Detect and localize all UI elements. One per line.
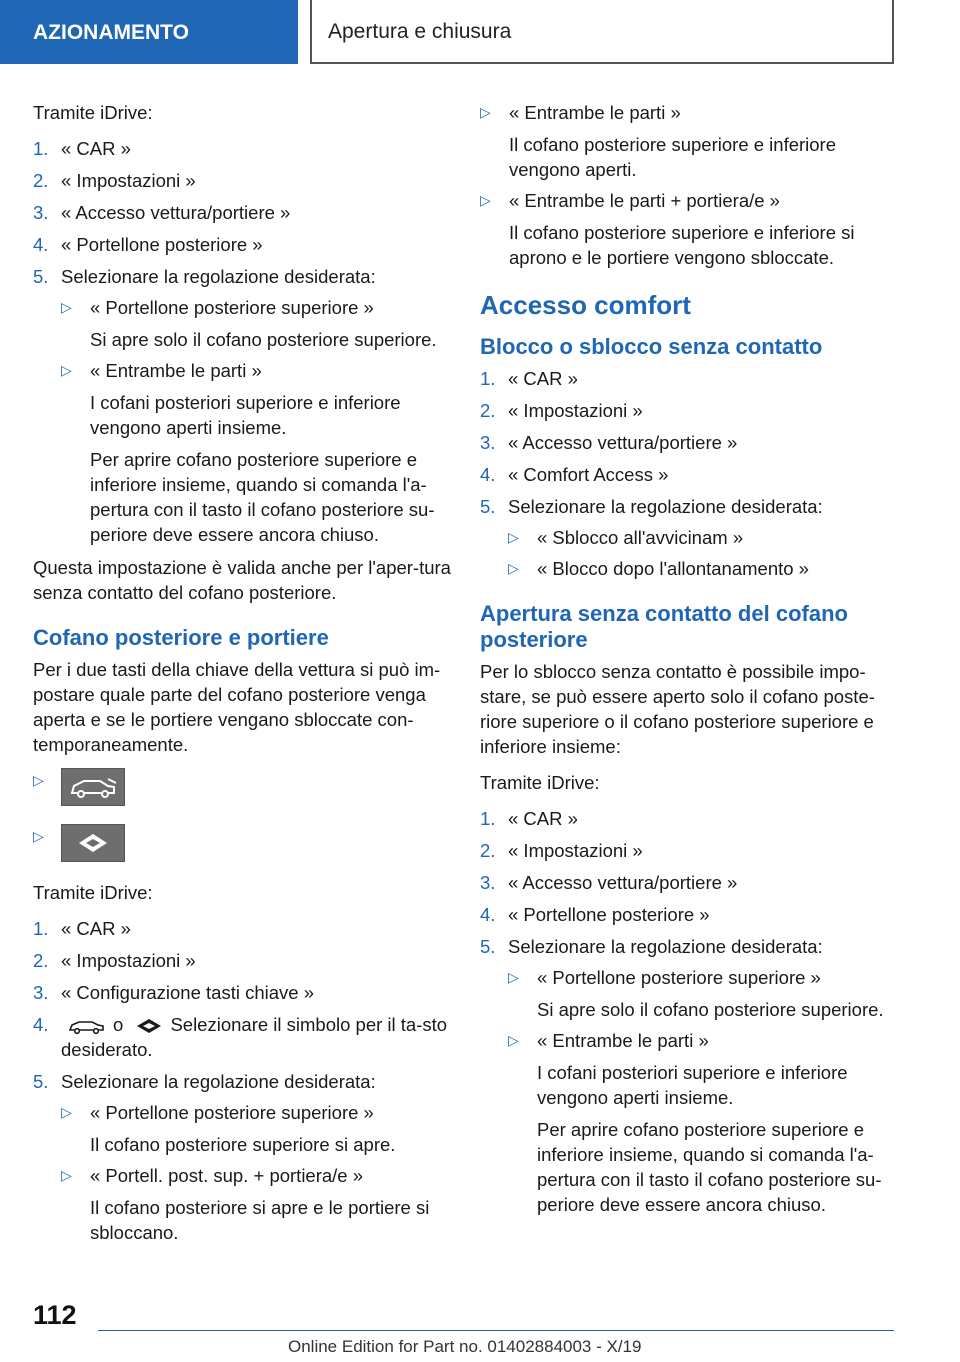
list-item: 1. « CAR »	[33, 918, 131, 939]
car-tailgate-key-image	[61, 768, 125, 806]
option-description: Si apre solo il cofano posteriore superiore.	[537, 999, 884, 1020]
list-item: 3. « Accesso vettura/portiere »	[480, 872, 738, 893]
option-description: Per aprire cofano posteriore superiore e inferiore insieme, quando si comanda l'a-pertura con il tasto il cofano posteriore su-periore deve essere ancora chiuso.	[537, 1119, 882, 1215]
key-buttons-list	[33, 768, 451, 864]
list-item: 4. « Comfort Access »	[480, 464, 669, 485]
list-item: 1. « CAR »	[480, 808, 578, 829]
section-heading: Cofano posteriore e portiere	[33, 625, 329, 650]
list-item: 5. Selezionare la regolazione desiderata: ▷ « Portellone posteriore superiore » Si apre solo il cofano posteriore superiore. ▷ « Entrambe le parti » I cofani posteriori superiore e inferiore vengono aperti insieme. Per aprire cofano posteriore superiore e inferiore insieme, quando si comanda l'a-pertura con il tasto il cofano posteriore su-periore deve essere ancora chiuso.	[480, 934, 898, 1217]
list-item	[33, 824, 451, 864]
step-number: 2.	[480, 840, 496, 861]
body-text: Per i due tasti della chiave della vettura si può im-postare quale parte del cofano posteriore venga aperta e se le portiere vengano sbloccate con-temporaneamente.	[33, 659, 441, 755]
right-column	[480, 100, 898, 1225]
list-item: 4. « Portellone posteriore »	[480, 904, 710, 925]
triangle-right-icon: ▷	[61, 1167, 72, 1183]
options-list	[61, 295, 451, 547]
triangle-right-icon: ▷	[33, 828, 44, 844]
or-text: o	[113, 1014, 124, 1035]
list-item: ▷ « Entrambe le parti » I cofani posteriori superiore e inferiore vengono aperti insieme. Per aprire cofano posteriore superiore e inferiore insieme, quando si comanda l'a-pertura con il tasto il cofano posteriore su-periore deve essere ancora chiuso.	[61, 358, 451, 547]
triangle-right-icon: ▷	[508, 560, 519, 576]
step-number: 4.	[33, 234, 49, 255]
subsection-heading: Blocco o sblocco senza contatto	[480, 334, 823, 359]
step-number: 4.	[33, 1014, 49, 1035]
list-item: ▷ « Entrambe le parti » I cofani posteriori superiore e inferiore vengono aperti insieme. Per aprire cofano posteriore superiore e inferiore insieme, quando si comanda l'a-pertura con il tasto il cofano posteriore su-periore deve essere ancora chiuso.	[508, 1028, 898, 1217]
list-item: 2. « Impostazioni »	[480, 840, 643, 861]
step-number: 5.	[33, 1071, 49, 1092]
list-item: 5. Selezionare la regolazione desiderata: ▷ « Sblocco all'avvicinam » ▷ « Blocco dopo l'allontanamento »	[480, 494, 898, 581]
step-number: 2.	[33, 170, 49, 191]
list-item: 2. « Impostazioni »	[33, 170, 196, 191]
list-item: ▷ « Portell. post. sup. + portiera/e » Il cofano posteriore si apre e le portiere si sbloccano.	[61, 1163, 451, 1245]
intro-text: Tramite iDrive:	[480, 772, 600, 793]
step-number: 3.	[33, 982, 49, 1003]
step-number: 5.	[480, 496, 496, 517]
intro-text: Tramite iDrive:	[33, 102, 153, 123]
triangle-right-icon: ▷	[480, 104, 491, 120]
step-number: 1.	[480, 368, 496, 389]
list-item: 2. « Impostazioni »	[480, 400, 643, 421]
step-number: 2.	[33, 950, 49, 971]
step-number: 5.	[480, 936, 496, 957]
list-item: 1. « CAR »	[33, 138, 131, 159]
step-number: 1.	[33, 918, 49, 939]
options-list	[508, 965, 898, 1217]
options-list-continued	[480, 100, 898, 270]
steps-list-comfort	[480, 366, 898, 581]
page-number: 112	[33, 1300, 77, 1330]
step-number: 5.	[33, 266, 49, 287]
triangle-right-icon: ▷	[508, 969, 519, 985]
diamond-key-icon	[134, 1016, 164, 1036]
option-description: I cofani posteriori superiore e inferiore vengono aperti insieme.	[537, 1062, 848, 1108]
steps-list-tailgate	[480, 806, 898, 1217]
list-item: ▷ « Portellone posteriore superiore » Si apre solo il cofano posteriore superiore.	[61, 295, 451, 352]
step-number: 2.	[480, 400, 496, 421]
section-tab: AZIONAMENTO	[0, 0, 298, 64]
diamond-key-image	[61, 824, 125, 862]
list-item	[33, 768, 451, 808]
triangle-right-icon: ▷	[33, 772, 44, 788]
list-item: 4. o Selezionare il simbolo per il ta-sto desiderato.	[33, 1014, 448, 1060]
list-item: ▷ « Sblocco all'avvicinam »	[508, 527, 744, 548]
triangle-right-icon: ▷	[61, 1104, 72, 1120]
list-item: ▷ « Portellone posteriore superiore » Si apre solo il cofano posteriore superiore.	[508, 965, 898, 1022]
option-description: Si apre solo il cofano posteriore superiore.	[90, 329, 437, 350]
body-text: Per lo sblocco senza contatto è possibile impo-stare, se può essere aperto solo il cofano poste-riore superiore o il cofano posteriore superiore e inferiore insieme:	[480, 661, 875, 757]
list-item: 3. « Accesso vettura/portiere »	[33, 202, 291, 223]
triangle-right-icon: ▷	[508, 529, 519, 545]
list-item: ▷ « Portellone posteriore superiore » Il cofano posteriore superiore si apre.	[61, 1100, 451, 1157]
list-item: ▷ « Blocco dopo l'allontanamento »	[508, 558, 809, 579]
step-number: 3.	[480, 432, 496, 453]
triangle-right-icon: ▷	[61, 299, 72, 315]
chapter-title: Apertura e chiusura	[310, 0, 894, 64]
step-number: 1.	[480, 808, 496, 829]
step-number: 3.	[480, 872, 496, 893]
option-description: Il cofano posteriore superiore e inferiore vengono aperti.	[509, 134, 837, 180]
list-item: 3. « Configurazione tasti chiave »	[33, 982, 314, 1003]
intro-text: Tramite iDrive:	[33, 882, 153, 903]
car-tailgate-icon	[67, 1016, 107, 1036]
step-number: 4.	[480, 464, 496, 485]
subsection-heading: Apertura senza contatto del cofano posteriore	[480, 601, 848, 652]
option-description: Il cofano posteriore superiore e inferiore si aprono e le portiere vengono sbloccate.	[509, 222, 855, 268]
steps-list-idrive	[33, 136, 451, 547]
list-item: 5. Selezionare la regolazione desiderata: ▷ « Portellone posteriore superiore » Il cofano posteriore superiore si apre. ▷ « Portell. post. sup. + portiera/e » Il cofano posteriore si apre e le portiere si sbloccano.	[33, 1069, 451, 1245]
triangle-right-icon: ▷	[480, 192, 491, 208]
note-text: Questa impostazione è valida anche per l'aper-tura senza contatto del cofano posteriore.	[33, 557, 451, 603]
list-item: ▷ « Entrambe le parti » Il cofano posteriore superiore e inferiore vengono aperti.	[480, 100, 898, 182]
list-item: 1. « CAR »	[480, 368, 578, 389]
left-column	[33, 100, 451, 1253]
options-list	[61, 1100, 451, 1245]
list-item: 3. « Accesso vettura/portiere »	[480, 432, 738, 453]
steps-list-keys	[33, 916, 451, 1245]
option-description: Il cofano posteriore superiore si apre.	[90, 1134, 396, 1155]
list-item: 4. « Portellone posteriore »	[33, 234, 263, 255]
triangle-right-icon: ▷	[508, 1032, 519, 1048]
page-header	[0, 0, 960, 66]
list-item: ▷ « Entrambe le parti + portiera/e » Il cofano posteriore superiore e inferiore si aprono e le portiere vengono sbloccate.	[480, 188, 898, 270]
step-number: 4.	[480, 904, 496, 925]
section-heading: Accesso comfort	[480, 290, 691, 320]
option-description: Il cofano posteriore si apre e le portiere si sbloccano.	[90, 1197, 430, 1243]
list-item: 5. Selezionare la regolazione desiderata: ▷ « Portellone posteriore superiore » Si apre solo il cofano posteriore superiore. ▷ « Entrambe le parti » I cofani posteriori superiore e inferiore vengono aperti insieme. Per aprire cofano posteriore superiore e inferiore insieme, quando si comanda l'a-pertura con il tasto il cofano posteriore su-periore deve essere ancora chiuso.	[33, 264, 451, 547]
list-item: 2. « Impostazioni »	[33, 950, 196, 971]
car-tailgate-icon	[62, 769, 124, 805]
triangle-right-icon: ▷	[61, 362, 72, 378]
step-number: 3.	[33, 202, 49, 223]
step-number: 1.	[33, 138, 49, 159]
diamond-key-icon	[62, 825, 124, 861]
footer-divider	[98, 1330, 894, 1331]
options-list	[508, 525, 898, 581]
option-description: Per aprire cofano posteriore superiore e inferiore insieme, quando si comanda l'a-pertura con il tasto il cofano posteriore su-periore deve essere ancora chiuso.	[90, 449, 435, 545]
edition-text: Online Edition for Part no. 01402884003 - X/19	[288, 1337, 642, 1356]
option-description: I cofani posteriori superiore e inferiore vengono aperti insieme.	[90, 392, 401, 438]
